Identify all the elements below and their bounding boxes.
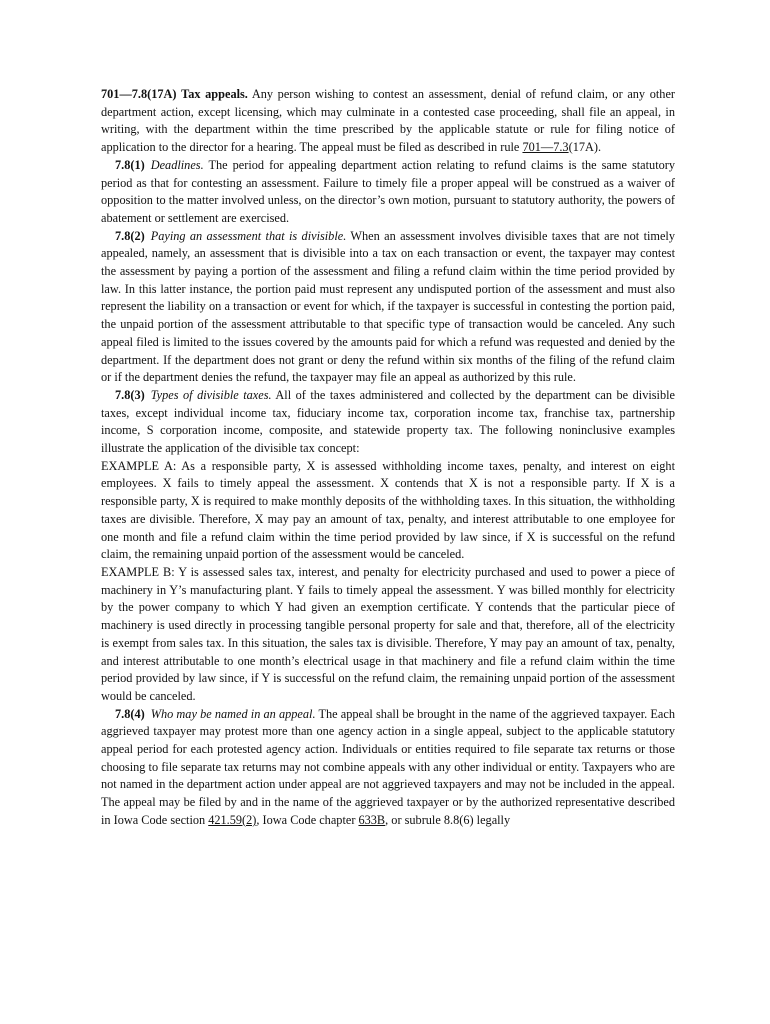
subrule-2-number: 7.8(2) (115, 228, 145, 243)
subrule-2-text: When an assessment involves divisible taxes that are not timely appealed, namely, an assessment that is divisible into a tax on each transaction or event, the taxpayer may contest the assessment by paying a portion of the assessment and filing a refund claim within the time period provided by law. In this latter instance, the portion paid must represent any undisputed portion of the assessment and must also represent the liability on a transaction or event for which, if the taxpayer is successful in contesting the portion paid, the unpaid portion of the assessment attributable to that specific type of transaction would be canceled. Any such appeal filed is limited to the issues covered by the amounts paid for which a refund was requested and denied by the department. If the department does not grant or deny the refund within six months of the filing of the refund claim or if the department denies the refund, the taxpayer may file an appeal as authorized by this rule. (101, 228, 675, 385)
subrule-4-text-2: , Iowa Code chapter (256, 812, 359, 827)
rule-title: Tax appeals. (181, 87, 248, 101)
document-page (101, 86, 675, 830)
example-b-paragraph: EXAMPLE B: Y is assessed sales tax, interest, and penalty for electricity purchased and used to power a piece of machinery in Y’s manufacturing plant. Y fails to timely appeal the assessment. Y was billed monthly for electricity by the power company to which Y had given an exemption certificate. Y contends that the particular piece of machinery is used directly in processing tangible personal property for sale and that, therefore, all of the electricity is exempt from sales tax. In this situation, the sales tax is divisible. Therefore, Y may pay an amount of tax, penalty, and interest attributable to one month’s electrical usage in that machinery and file a refund claim within the time period provided by law since, if Y is successful on the refund claim, the remaining unpaid portion of the assessment would be canceled. (101, 564, 675, 703)
iowa-code-421.59-link[interactable]: 421.59(2) (208, 812, 257, 827)
subrule-1-heading: Deadlines. (150, 157, 204, 172)
rule-text-end: (17A). (568, 140, 602, 155)
rule-number: 701—7.8(17A) (101, 87, 177, 101)
subrule-4-text-3: , or subrule 8.8(6) legally (385, 812, 511, 827)
subrule-3-number: 7.8(3) (115, 387, 145, 402)
subrule-4-paragraph (101, 706, 675, 830)
subrule-1-text: The period for appealing department action relating to refund claims is the same statutory period as that for contesting an assessment. Failure to timely file a proper appeal will be construed as a waiver of opposition to the matter involved unless, on the director’s own motion, pursuant to statutory authority, the powers of abatement or settlement are exercised. (101, 157, 675, 225)
subrule-4-heading: Who may be named in an appeal. (150, 706, 316, 721)
subrule-2-paragraph (101, 228, 675, 387)
subrule-1-paragraph (101, 157, 675, 228)
iowa-code-633b-link[interactable]: 633B (358, 812, 386, 827)
rule-text: Any person wishing to contest an assessment, denial of refund claim, or any other department action, except licensing, which may culminate in a contested case proceeding, shall file an appeal, in writing, with the department within the time prescribed by the applicable statute or rule for filing notice of application to the director for a hearing. The appeal must be filed as described in rule (101, 87, 675, 155)
subrule-3-text: All of the taxes administered and collected by the department can be divisible taxes, except individual income tax, fiduciary income tax, corporation income tax, franchise tax, partnership income, S corporation income, composite, and statewide property tax. The following noninclusive examples illustrate the application of the divisible tax concept: (101, 387, 675, 456)
subrule-4-number: 7.8(4) (115, 706, 145, 721)
subrule-2-heading: Paying an assessment that is divisible. (150, 228, 347, 243)
rule-701-7.3-link[interactable]: 701—7.3 (522, 140, 569, 155)
subrule-1-number: 7.8(1) (115, 157, 145, 172)
subrule-3-heading: Types of divisible taxes. (150, 387, 272, 402)
example-a-paragraph: EXAMPLE A: As a responsible party, X is assessed withholding income taxes, penalty, and interest on eight employees. X fails to timely appeal the assessment. X contends that X is not a responsible party. If X is a responsible party, X is required to make monthly deposits of the withholding taxes. In this situation, the withholding taxes are divisible. Therefore, X may pay an amount of tax, penalty, and interest attributable to one employee for one month and file a refund claim within the time period provided by law since, if X is successful on the refund claim, the remaining unpaid portion of the assessment would be canceled. (101, 458, 675, 562)
subrule-4-text: The appeal shall be brought in the name of the aggrieved taxpayer. Each aggrieved taxpayer may protest more than one agency action in a single appeal, subject to the applicable statutory appeal period for each protested agency action. Individuals or entities required to file separate tax returns or those choosing to file separate tax returns may not combine appeals with any other individual or entity. Taxpayers who are not named in the department action under appeal are not aggrieved taxpayers and may not be included in the appeal. The appeal may be filed by and in the name of the aggrieved taxpayer or by the authorized representative described in Iowa Code section (101, 706, 675, 827)
subrule-3-paragraph (101, 387, 675, 458)
rule-paragraph (101, 86, 675, 157)
